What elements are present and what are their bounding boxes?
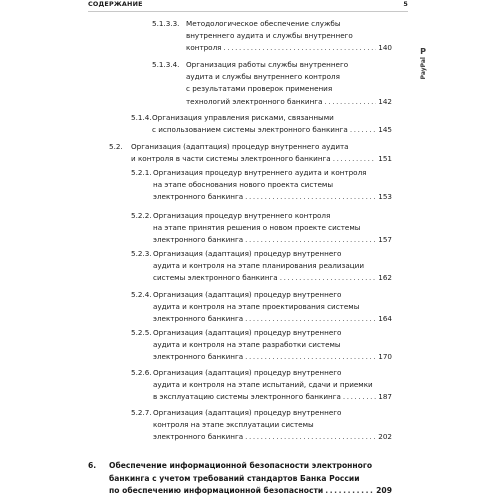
toc-entry-text: в эксплуатацию системы электронного банкинга: [153, 392, 341, 402]
toc-entry-page: 151: [378, 154, 392, 164]
toc-entry-text: с использованием системы электронного банкинга: [152, 125, 348, 135]
toc-entry-number: 5.2.7.: [131, 408, 152, 417]
dot-leader: [245, 351, 376, 363]
toc-entry-text: аудита и контроля на этапе испытаний, сдачи и приемки: [153, 380, 373, 390]
page-number: 5: [403, 0, 408, 8]
toc-entry-number: 5.2.5.: [131, 328, 152, 337]
toc-entry-text: Организация процедур внутреннего аудита и контроля: [153, 168, 367, 177]
toc-entry-page: 187: [378, 392, 392, 402]
toc-entry-text: банкинга с учетом требований стандартов Банка России: [109, 473, 360, 483]
toc-entry-text: Методологическое обеспечение службы: [186, 19, 341, 28]
dot-leader: [245, 191, 376, 203]
toc-entry-number: 5.2.2.: [131, 211, 152, 220]
toc-entry-number: 5.2.3.: [131, 249, 152, 258]
toc-entry-text: Организация (адаптация) процедур внутреннего: [153, 408, 342, 417]
toc-entry-text: по обеспечению информационной безопасности: [109, 486, 324, 496]
toc-entry-text: контроля: [186, 43, 222, 53]
toc-entry-number: 5.1.3.3.: [152, 19, 180, 28]
toc-entry-page: 164: [378, 314, 392, 324]
toc-entry-text: Организация процедур внутреннего контроля: [153, 211, 331, 220]
toc-entry-text: на этапе обоснования нового проекта системы: [153, 180, 333, 190]
toc-entry-number: 5.2.6.: [131, 368, 152, 377]
toc-entry-text: технологий электронного банкинга: [186, 96, 323, 106]
toc-entry-text: Организация (адаптация) процедур внутреннего: [153, 368, 342, 377]
dot-leader: [350, 124, 376, 136]
dot-leader: [343, 391, 376, 403]
toc-entry-page: 140: [378, 43, 392, 53]
toc-entry-page: 209: [376, 486, 392, 496]
toc-entry-text: Организация управления рисками, связанными: [152, 113, 334, 122]
dot-leader: [325, 485, 374, 498]
dot-leader: [224, 42, 377, 54]
paypal-logo-text: PayPal: [419, 57, 427, 80]
toc-entry-text: электронного банкинга: [153, 192, 244, 202]
dot-leader: [245, 431, 376, 443]
section-title: СОДЕРЖАНИЕ: [88, 0, 143, 8]
toc-entry-text: Организация работы службы внутреннего: [186, 60, 349, 69]
toc-entry-text: Организация (адаптация) процедур внутреннего: [153, 249, 342, 258]
toc-entry-page: 142: [378, 96, 392, 106]
dot-leader: [245, 234, 376, 246]
toc-entry-text: электронного банкинга: [153, 235, 244, 245]
toc-entry-number: 5.2.: [109, 142, 123, 151]
toc-entry-text: аудита и контроля на этапе разработки системы: [153, 340, 341, 350]
toc-entry-text: Организация (адаптация) процедур внутреннего: [153, 290, 342, 299]
toc-entry-page: 202: [378, 432, 392, 442]
dot-leader: [333, 153, 377, 165]
toc-entry-page: 162: [378, 273, 392, 283]
toc-entry-text: электронного банкинга: [153, 432, 244, 442]
toc-entry-text: электронного банкинга: [153, 314, 244, 324]
toc-entry-number: 5.2.4.: [131, 290, 152, 299]
paypal-p-icon: P: [420, 47, 426, 56]
toc-entry-page: 153: [378, 192, 392, 202]
toc-entry-text: на этапе принятия решения о новом проекте системы: [153, 223, 361, 233]
toc-entry-text: контроля на этапе эксплуатации системы: [153, 420, 314, 430]
toc-entry-text: Организация (адаптация) процедур внутреннего: [153, 328, 342, 337]
dot-leader: [325, 96, 377, 108]
dot-leader: [280, 272, 377, 284]
toc-entry-text: внутреннего аудита и службы внутреннего: [186, 31, 353, 41]
toc-entry-page: 145: [378, 125, 392, 135]
toc-entry-text: Организация (адаптация) процедур внутреннего аудита: [131, 142, 349, 151]
toc-entry-text: электронного банкинга: [153, 352, 244, 362]
toc-entry-number: 5.1.4.: [131, 113, 152, 122]
toc-entry-number: 6.: [88, 461, 97, 470]
toc-entry-number: 5.1.3.4.: [152, 60, 180, 69]
toc-entry-text: и контроля в части системы электронного банкинга: [131, 154, 331, 164]
toc-entry-text: аудита и контроля на этапе проектирования системы: [153, 302, 360, 312]
toc-entry-page: 170: [378, 352, 392, 362]
toc-entry-text: с результатами проверок применения: [186, 84, 333, 94]
toc-entry-page: 157: [378, 235, 392, 245]
dot-leader: [245, 313, 376, 325]
toc-entry-text: системы электронного банкинга: [153, 273, 278, 283]
toc-entry-number: 5.2.1.: [131, 168, 152, 177]
toc-entry-text: аудита и службы внутреннего контроля: [186, 72, 340, 82]
toc-entry-text: аудита и контроля на этапе планирования реализации: [153, 261, 365, 271]
toc-entry-text: Обеспечение информационной безопасности электронного: [109, 461, 373, 470]
